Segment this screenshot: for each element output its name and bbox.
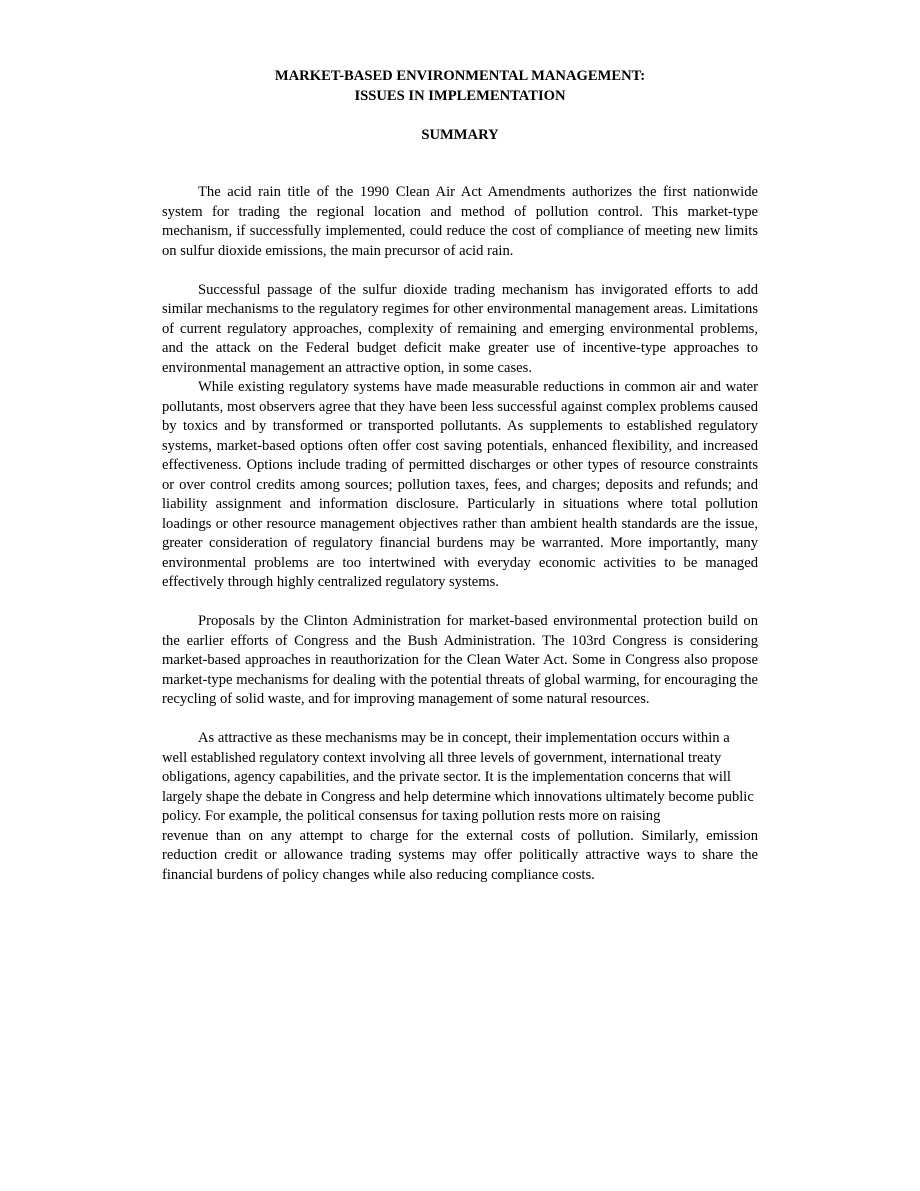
summary-heading: SUMMARY	[421, 127, 499, 143]
document-title	[162, 66, 758, 106]
paragraph-revenue-continuation: revenue than on any attempt to charge for the external costs of pollution. Similarly, emission reduction credit or allowance trading systems may offer politically attractive ways to share the financial burdens of policy changes while also reducing compliance costs.	[162, 827, 758, 883]
title-line-1: MARKET-BASED ENVIRONMENTAL MANAGEMENT:	[274, 68, 646, 84]
paragraph-clinton-administration: Proposals by the Clinton Administration for market-based environmental protection build on the earlier efforts of Congress and the Bush Administration. The 103rd Congress is considering market-based approaches in reauthorization for the Clean Water Act. Some in Congress also propose market-type mechanisms for dealing with the potential threats of global warming, for encouraging the recycling of solid waste, and for improving management of some natural resources.	[162, 613, 758, 707]
title-line-2: ISSUES IN IMPLEMENTATION	[354, 88, 566, 104]
paragraph-existing-regulatory-systems: While existing regulatory systems have made measurable reductions in common air and water pollutants, most observers agree that they have been less successful against complex problems caused by toxics and by transformed or transported pollutants. As supplements to established regulatory systems, market-based options often offer cost saving potentials, enhanced flexibility, and increased effectiveness. Options include trading of permitted discharges or other types of resource constraints or over control credits among sources; pollution taxes, fees, and charges; deposits and refunds; and liability assignment and information disclosure. Particularly in situations where total pollution loadings or other resource management objectives rather than ambient health standards are the issue, greater consideration of regulatory financial burdens may be warranted. More importantly, many environmental problems are too intertwined with everyday economic activities to be managed effectively through highly centralized regulatory systems.	[162, 379, 758, 590]
paragraph-implementation-concerns: As attractive as these mechanisms may be in concept, their implementation occurs within a well established regulatory context involving all three levels of government, international treaty obligations, agency capabilities, and the private sector. It is the implementation concerns that will largely shape the debate in Congress and help determine which innovations ultimately become public policy. For example, the political consensus for taxing pollution rests more on raising	[162, 730, 754, 824]
paragraph-sulfur-dioxide-trading: Successful passage of the sulfur dioxide trading mechanism has invigorated efforts to add similar mechanisms to the regulatory regimes for other environmental management areas. Limitations of current regulatory approaches, complexity of remaining and emerging environmental problems, and the attack on the Federal budget deficit make greater use of incentive-type approaches to environmental management an attractive option, in some cases.	[162, 281, 758, 376]
document-page	[162, 66, 758, 885]
paragraph-acid-rain: The acid rain title of the 1990 Clean Air Act Amendments authorizes the first nationwide system for trading the regional location and method of pollution control. This market-type mechanism, if successfully implemented, could reduce the cost of compliance of meeting new limits on sulfur dioxide emissions, the main precursor of acid rain.	[162, 184, 758, 259]
